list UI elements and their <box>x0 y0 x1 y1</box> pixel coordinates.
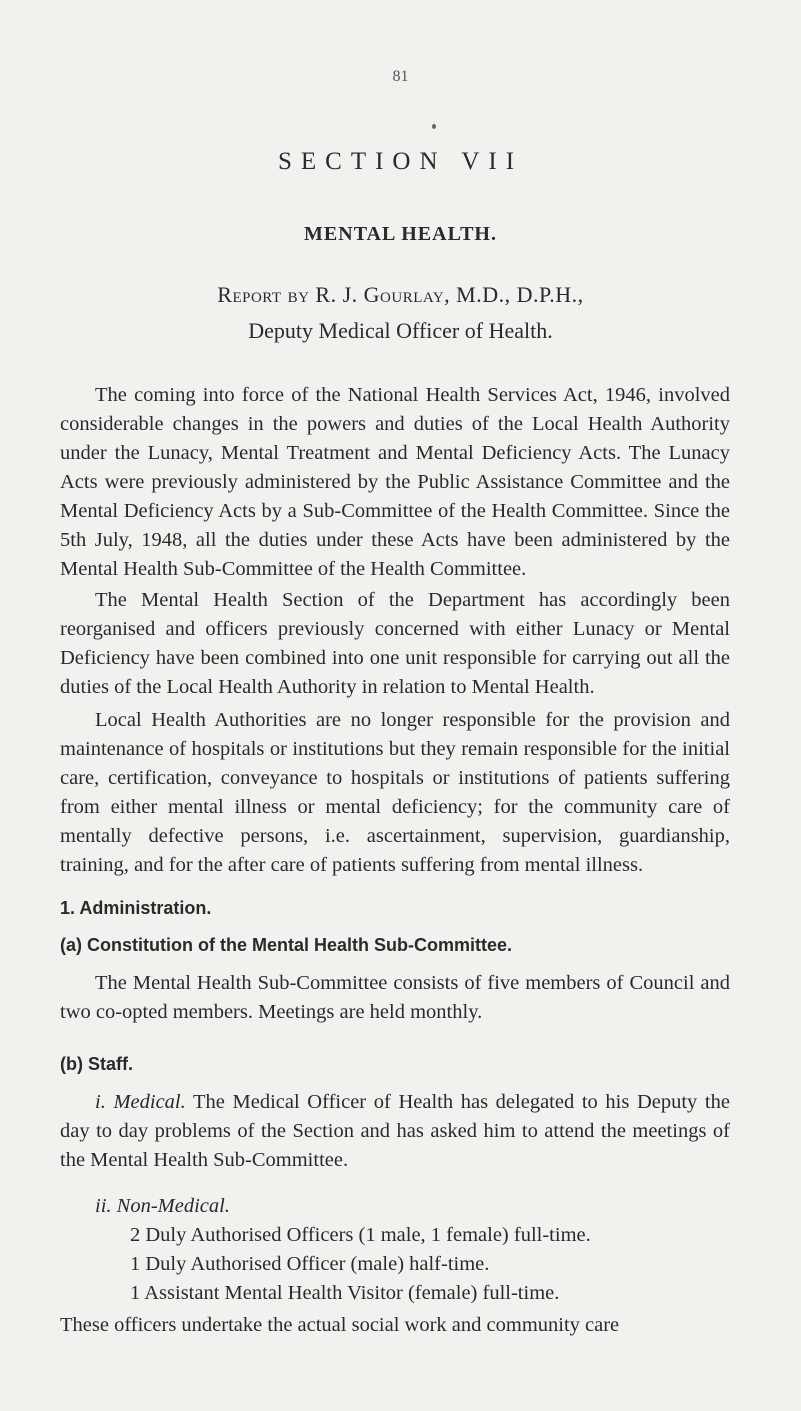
closing-text: These officers undertake the actual social work and community care <box>60 1314 620 1336</box>
staff-heading: (b) Staff. <box>60 1054 133 1074</box>
page-number: 81 <box>392 68 409 85</box>
medical-label: i. Medical. <box>95 1091 186 1113</box>
print-speck <box>432 124 436 129</box>
page-heading: MENTAL HEALTH. <box>304 223 497 245</box>
section-title: SECTION VII <box>277 148 524 175</box>
paragraph-text: The Mental Health Sub-Committee consists of five members of Council and two co-opted members. Meetings are held monthly. <box>60 972 730 1023</box>
constitution-paragraph <box>60 969 730 1027</box>
constitution-heading: (a) Constitution of the Mental Health Sub-Committee. <box>60 935 512 955</box>
non-medical-label <box>95 1195 230 1218</box>
report-author-title: Deputy Medical Officer of Health. <box>248 318 553 343</box>
paragraph-text: The coming into force of the National Health Services Act, 1946, involved considerable changes in the powers and duties of the Local Health Authority under the Lunacy, Mental Treatment and Mental Deficiency Acts. The Lunacy Acts were previously administered by the Public Assistance Committee and the Mental Deficiency Acts by a Sub-Committee of the Health Committee. Since the 5th July, 1948, all the duties under these Acts have been administered by the Mental Health Sub-Committee of the Health Committee. <box>60 384 730 580</box>
non-medical-label-text: ii. Non-Medical. <box>95 1195 230 1217</box>
intro-paragraph-1 <box>60 381 730 584</box>
paragraph-text: Local Health Authorities are no longer responsible for the provision and maintenance of hospitals or institutions but they remain responsible for the initial care, certification, conveyance to hospitals or institutions of patients suffering from either mental illness or mental deficiency; for the community care of mentally defective persons, i.e. ascertainment, supervision, guardianship, training, and for the after care of patients suffering from mental illness. <box>60 709 730 876</box>
intro-paragraph-3 <box>60 706 730 880</box>
medical-paragraph <box>60 1088 730 1175</box>
paragraph-text: The Mental Health Section of the Department has accordingly been reorganised and officers previously concerned with either Lunacy or Mental Deficiency have been combined into one unit responsible for carrying out all the duties of the Local Health Authority in relation to Mental Health. <box>60 589 730 698</box>
staff-list-item: 1 Assistant Mental Health Visitor (female) full-time. <box>130 1282 560 1304</box>
staff-list-item: 2 Duly Authorised Officers (1 male, 1 female) full-time. <box>130 1224 591 1246</box>
staff-list-item: 1 Duly Authorised Officer (male) half-time. <box>130 1253 490 1275</box>
medical-staff-paragraph <box>60 1088 730 1175</box>
medical-text: The Medical Officer of Health has delegated to his Deputy the day to day problems of the Section and has asked him to attend the meetings of the Mental Health Sub-Committee. <box>60 1091 730 1171</box>
intro-paragraph-2 <box>60 586 730 702</box>
administration-heading: 1. Administration. <box>60 898 212 918</box>
report-author: Report by R. J. Gourlay, M.D., D.P.H., <box>217 282 584 307</box>
